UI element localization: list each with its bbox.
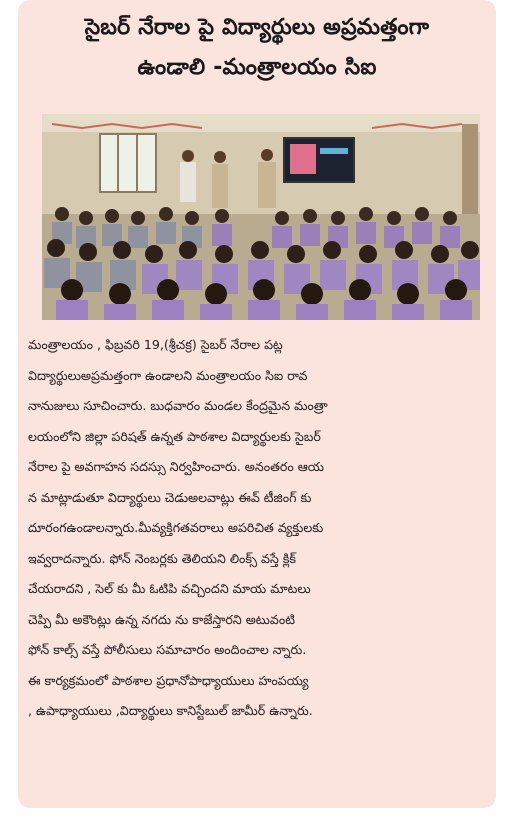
article-line: ఈ కార్యక్రమంలో పాఠశాల ప్రధానోపాధ్యాయులు హంపయ్య bbox=[28, 672, 309, 688]
article-line: నానుజులు సూచించారు. బుధవారం మండల కేంద్రమైన మంత్రా bbox=[28, 398, 328, 413]
article-line: విద్యార్థులుఅప్రమత్తంగా ఉండాలని మంత్రాలయం సిఐ రావ bbox=[28, 367, 308, 383]
article-line: లయంలోని జిల్లా పరిషత్ ఉన్నత పాఠశాల విద్యార్థులకు సైబర్ bbox=[28, 428, 321, 444]
news-photo bbox=[42, 114, 480, 320]
article-line: న మాట్లాడుతూ విద్యార్థులు చెడుఅలవాట్లు ఈవ్ టీజింగ్ కు bbox=[28, 489, 312, 505]
article-line: చేయరాదని , సెల్ కు మీ ఓటిపి వచ్చిందని మాయ మాటలు bbox=[28, 581, 311, 596]
article-line: ఫోన్ కాల్స్ వస్తే పోలీసులు సమాచారం అందించాల న్నారు. bbox=[28, 642, 307, 657]
article-body bbox=[28, 330, 490, 727]
article-line: మంత్రాలయం , ఫిబ్రవరి 19,(శ్రీచక్ర) సైబర్ నేరాల పట్ల bbox=[28, 337, 283, 352]
article-line: ఇవ్వరాదన్నారు. ఫోన్ నెంబర్లకు తెలియని లింక్స్ వస్తే క్లిక్ bbox=[28, 550, 296, 566]
article-line: , ఉపాధ్యాయులు ,విద్యార్థులు కానిస్టేబుల్ జామీర్ ఉన్నారు. bbox=[28, 703, 313, 718]
headline bbox=[18, 8, 496, 88]
article-line: చెప్పి మీ అకౌంట్లు ఉన్న నగదు ను కాజేస్తారని అటువంటి bbox=[28, 611, 295, 627]
article-line: దూరంగఉండాలన్నారు.మీవ్యక్తిగతవరాలు అపరిచిత వ్యక్తులకు bbox=[28, 520, 324, 535]
classroom-photo-illustration bbox=[42, 114, 480, 320]
article-line: నేరాల పై అవగాహన సదస్సు నిర్వహించారు. అనంతరం ఆయ bbox=[28, 459, 324, 474]
news-clipping-card bbox=[18, 0, 496, 808]
headline-line-2: ఉండాలి -మంత్రాలయం సిఐ bbox=[137, 55, 377, 80]
headline-line-1: సైబర్ నేరాల పై విద్యార్థులు అప్రమత్తంగా bbox=[84, 15, 430, 40]
